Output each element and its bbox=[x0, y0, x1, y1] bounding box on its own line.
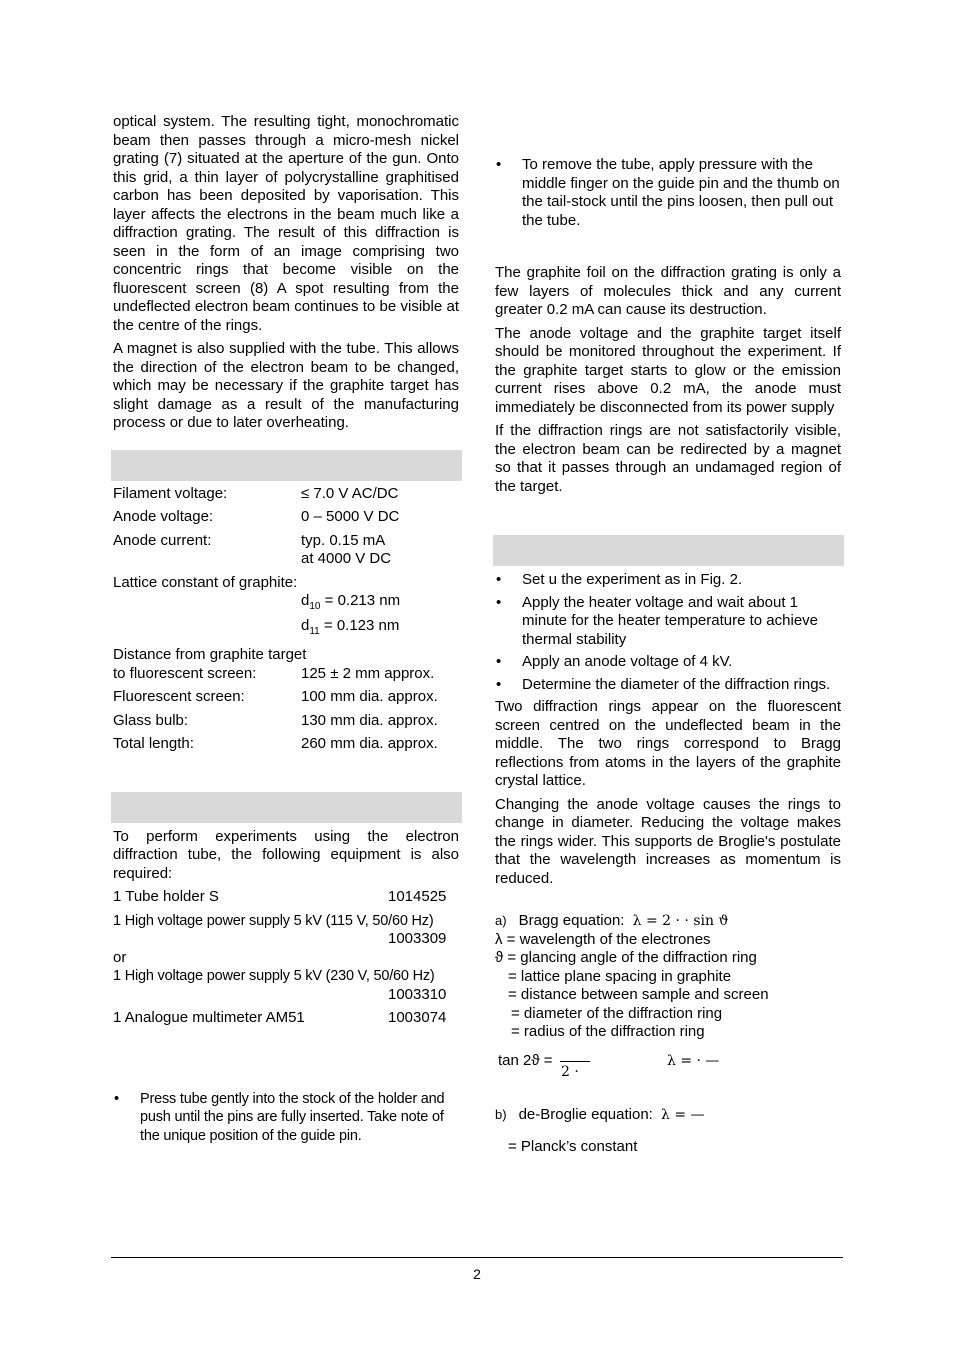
spec-value: 125 ± 2 mm approx. bbox=[301, 664, 435, 682]
equipment-number: 1003309 bbox=[388, 930, 447, 947]
radius-definition: = radius of the diffraction ring bbox=[511, 1023, 705, 1040]
debroglie-label: de-Broglie equation: bbox=[518, 1105, 653, 1123]
tan-denominator: 2 · bbox=[561, 1063, 579, 1080]
spacing-definition: = lattice plane spacing in graphite bbox=[508, 967, 732, 985]
left-column bbox=[113, 113, 459, 1149]
spec-label: Fluorescent screen: bbox=[113, 688, 245, 705]
list-item: • Set u the experiment as in Fig. 2. bbox=[495, 571, 841, 590]
specs-table bbox=[113, 485, 459, 754]
spec-value: ≤ 7.0 V AC/DC bbox=[301, 484, 399, 502]
equipment-number: 1014525 bbox=[388, 888, 447, 905]
spec-label: to fluorescent screen: bbox=[113, 664, 257, 682]
spec-label: Total length: bbox=[113, 735, 194, 752]
bragg-formula: λ = 2 · · sin ϑ bbox=[632, 913, 729, 929]
spec-label: Glass bulb: bbox=[113, 711, 189, 729]
spec-label: Lattice constant of graphite: bbox=[113, 573, 298, 591]
spec-label: Anode current: bbox=[113, 531, 212, 549]
result-paragraph: Changing the anode voltage causes the rings to change in diameter. Reducing the voltage makes the rings wider. This supports de Broglie's postulate that the wavelength increases as momentum is reduced. bbox=[495, 795, 841, 887]
fraction-bar bbox=[560, 1061, 590, 1062]
equipment-name: 1 High voltage power supply 5 kV (115 V, 50/60 Hz) bbox=[113, 912, 434, 929]
equipment-number: 1003310 bbox=[388, 985, 447, 1003]
spec-value: at 4000 V DC bbox=[301, 550, 392, 567]
list-item: • Apply the heater voltage and wait about 1 minute for the heater temperature to achieve thermal stability bbox=[495, 594, 841, 650]
bragg-derivation bbox=[495, 1048, 841, 1088]
spec-value: 0 – 5000 V DC bbox=[301, 508, 400, 525]
caution-paragraph: If the diffraction rings are not satisfactorily visible, the electron beam can be redirected by a magnet so that it passes through an undamaged region of the target. bbox=[495, 422, 841, 495]
equipment-name: 1 Tube holder S bbox=[113, 888, 219, 905]
debroglie-formula: λ = — bbox=[661, 1106, 705, 1123]
spec-label: Filament voltage: bbox=[113, 484, 228, 502]
result-paragraph: Two diffraction rings appear on the fluorescent screen centred on the undeflected beam in the middle. The two rings correspond to Bragg reflections from atoms in the layers of the graphite crystal lattice. bbox=[495, 698, 841, 789]
magnet-paragraph: A magnet is also supplied with the tube. This allows the direction of the electron beam to be changed, which may be necessary if the graphite target has slight damage as a result of the manufacturing process or due to later overheating. bbox=[113, 340, 459, 431]
debroglie-block bbox=[495, 1106, 841, 1157]
lambda-definition: λ = wavelength of the electrones bbox=[495, 930, 711, 948]
theta-definition: ϑ = glancing angle of the diffraction ring bbox=[495, 949, 757, 966]
spec-value: 130 mm dia. approx. bbox=[301, 711, 438, 729]
equipment-number: 1003074 bbox=[388, 1009, 447, 1026]
list-item: • To remove the tube, apply pressure with the middle finger on the guide pin and the thumb on the tail-stock until the pins loosen, then pull out the tube. bbox=[495, 156, 841, 230]
tan-lhs: tan 2ϑ = bbox=[498, 1051, 553, 1069]
remove-steps bbox=[495, 156, 841, 230]
d10-value: $d_{10} = 0.213$ nm bbox=[301, 592, 401, 612]
d11-value: $d_{11} = 0.123$ nm bbox=[301, 616, 400, 637]
spec-label: Distance from graphite target bbox=[113, 646, 307, 663]
intro-paragraph: optical system. The resulting tight, monochromatic beam then passes through a micro-mesh nickel grating (7) situated at the aperture of the gun. Onto this grid, a thin layer of polycrystalline graphitised carbon has been deposited by vaporisation. This layer affects the electrons in the beam much like a diffraction grating. The result of this diffraction is seen in the form of an image comprising two concentric rings that become visible on the fluorescent screen (8) A spot resulting from the undeflected electron beam continues to be visible at the centre of the rings. bbox=[113, 113, 459, 334]
distance-definition: = distance between sample and screen bbox=[508, 986, 769, 1003]
bragg-prefix: a) bbox=[495, 913, 507, 928]
debroglie-prefix: b) bbox=[495, 1106, 507, 1122]
diameter-definition: = diameter of the diffraction ring bbox=[511, 1004, 723, 1022]
footer-divider bbox=[111, 1257, 843, 1258]
list-item: • Press tube gently into the stock of the holder and push until the pins are fully inserted. Take note of the unique position of the guide pin. bbox=[113, 1090, 459, 1146]
bragg-label: Bragg equation: bbox=[518, 912, 625, 929]
procedure-steps bbox=[495, 571, 841, 694]
specs-section-bar bbox=[111, 450, 462, 481]
bragg-block bbox=[495, 912, 841, 1088]
spec-value: 100 mm dia. approx. bbox=[301, 688, 438, 705]
equipment-name: 1 Analogue multimeter AM51 bbox=[113, 1009, 305, 1026]
list-item: • Determine the diameter of the diffraction rings. bbox=[495, 676, 841, 695]
right-column bbox=[495, 113, 841, 1157]
page-number: 2 bbox=[473, 1266, 481, 1282]
spec-value: typ. 0.15 mA bbox=[301, 531, 386, 549]
spec-value: 260 mm dia. approx. bbox=[301, 735, 438, 752]
planck-definition: = Planck’s constant bbox=[508, 1138, 638, 1155]
equipment-intro: To perform experiments using the electron diffraction tube, the following equipment is also required: bbox=[113, 827, 459, 882]
equipment-name: 1 High voltage power supply 5 kV (230 V, 50/60 Hz) bbox=[113, 968, 435, 984]
procedure-section-bar bbox=[493, 535, 844, 566]
equipment-or: or bbox=[113, 948, 127, 966]
caution-paragraph: The graphite foil on the diffraction grating is only a few layers of molecules thick and any current greater 0.2 mA can cause its destruction. bbox=[495, 264, 841, 318]
equipment-list bbox=[113, 888, 459, 1028]
list-item: • Apply an anode voltage of 4 kV. bbox=[495, 653, 841, 672]
equipment-section-bar bbox=[111, 792, 462, 823]
insert-steps bbox=[113, 1090, 459, 1146]
caution-paragraph: The anode voltage and the graphite target itself should be monitored throughout the experiment. If the graphite target starts to glow or the emission current rises above 0.2 mA, the anode must immediately be disconnected from its power supply bbox=[495, 324, 841, 416]
spec-label: Anode voltage: bbox=[113, 508, 214, 525]
lambda-result: λ = · — bbox=[667, 1052, 720, 1069]
